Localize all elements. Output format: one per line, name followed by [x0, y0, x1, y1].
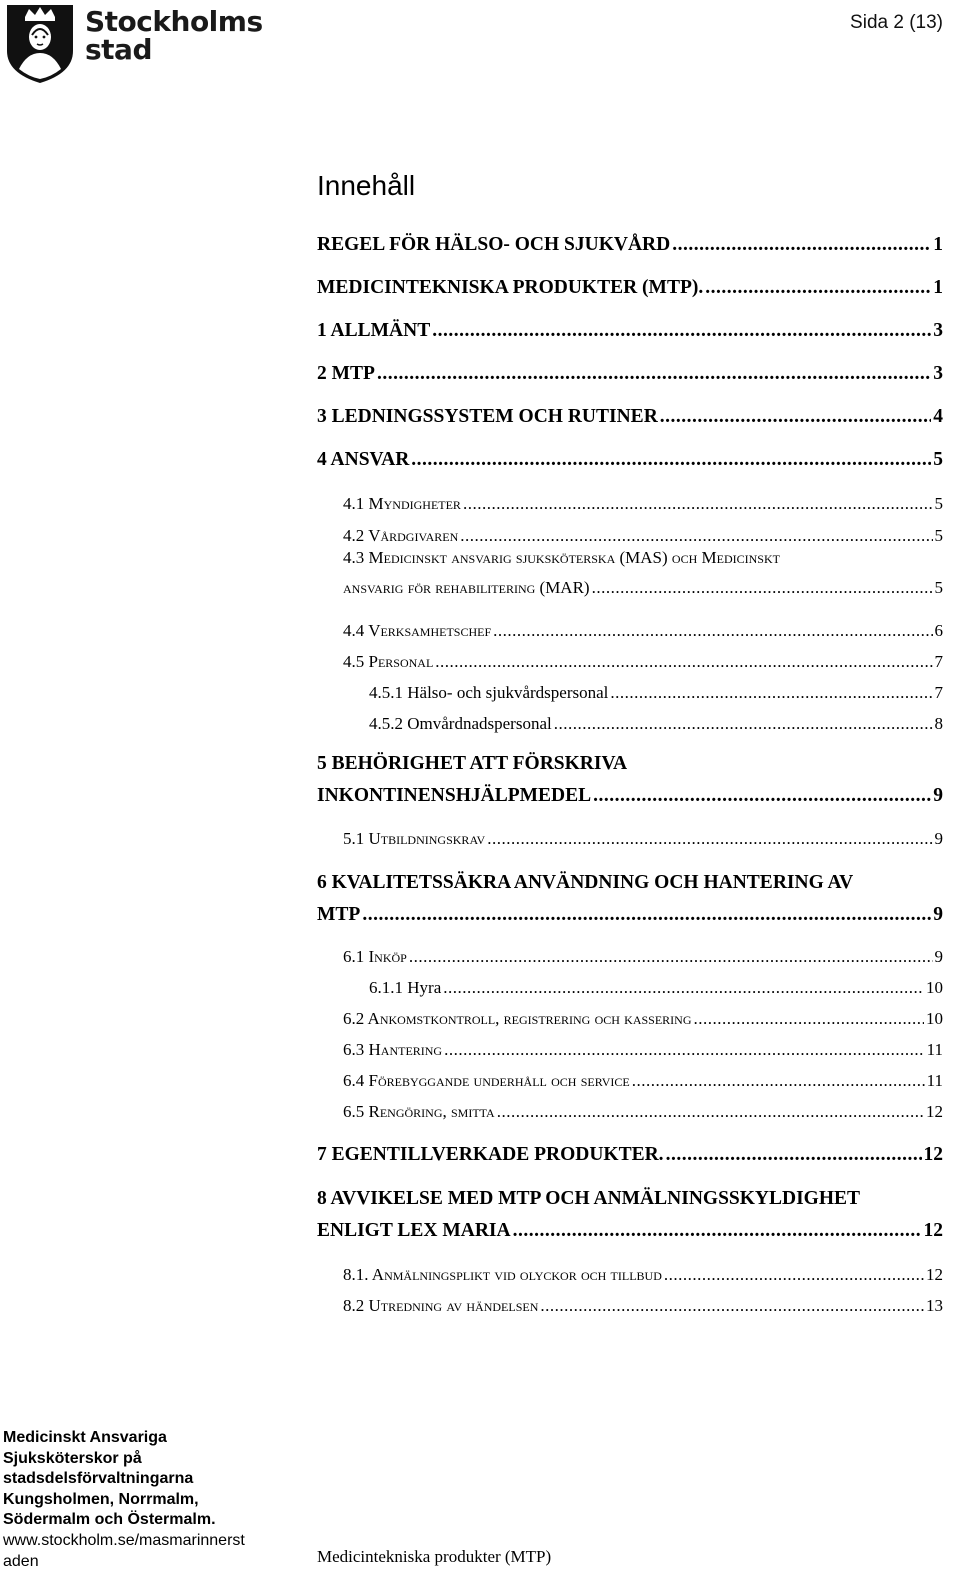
toc-entry-title: 6.4 Förebyggande underhåll och service [343, 1071, 630, 1090]
stockholms-stad-logo [5, 3, 263, 85]
city-crest-icon [5, 3, 75, 85]
toc-entry-title: 6.1 Inköp [343, 947, 407, 966]
toc-entry-title: 4 ANSVAR [317, 449, 410, 470]
toc-entry-title: 6.1.1 Hyra [369, 978, 442, 997]
toc-entry-title: 8.1. Anmälningsplikt vid olyckor och tillbud [343, 1265, 662, 1284]
brand-line2: stad [85, 33, 152, 66]
footer-organization: Medicinskt Ansvariga Sjuksköterskor på stadsdelsförvaltningarna Kungsholmen, Norrmalm, Södermalm och Östermalm. [3, 1429, 216, 1528]
toc-entry[interactable] [343, 1266, 943, 1283]
toc-leader-dots [493, 622, 932, 639]
toc-leader-dots [610, 684, 932, 701]
toc-entry-page: 7 [934, 652, 943, 671]
toc-entry-title: 5.1 Utbildningskrav [343, 829, 486, 848]
toc-entry[interactable] [369, 715, 943, 732]
toc-entry-title: 4.1 Myndigheter [343, 494, 461, 513]
toc-leader-dots [377, 364, 931, 384]
toc-entry-title-line1: 8 AVVIKELSE MED MTP OCH ANMÄLNINGSSKYLDIGHET [317, 1188, 861, 1209]
toc-entry[interactable] [343, 830, 943, 847]
toc-entry[interactable] [343, 1072, 943, 1089]
toc-leader-dots [463, 495, 933, 512]
toc-entry[interactable] [343, 1010, 943, 1027]
toc-leader-dots [694, 1010, 924, 1027]
toc-entry-page: 9 [934, 947, 943, 966]
toc-entry-page: 10 [926, 1009, 943, 1028]
toc-entry-title: 4.5 Personal [343, 652, 434, 671]
toc-entry-title: 8.2 Utredning av händelsen [343, 1296, 539, 1315]
toc-entry[interactable] [343, 1297, 943, 1314]
toc-leader-dots [593, 780, 931, 812]
toc-entry-title: MEDICINTEKNISKA PRODUKTER (MTP). [317, 277, 704, 298]
toc-entry-title: 2 MTP [317, 363, 375, 384]
toc-entry-page: 1 [933, 234, 943, 255]
toc-entry-page: 9 [933, 785, 943, 806]
toc-entry-page: 7 [934, 683, 943, 702]
toc-leader-dots [435, 653, 932, 670]
toc-entry[interactable] [317, 235, 943, 255]
toc-entry-page: 1 [933, 277, 943, 298]
toc-entry-page: 12 [926, 1102, 943, 1121]
toc-leader-dots [664, 1266, 924, 1283]
toc-entry-title: 6.5 Rengöring, smitta [343, 1102, 495, 1121]
toc-entry-title: 4.5.1 Hälso- och sjukvårdspersonal [369, 683, 609, 702]
toc-entry-title: 6.2 Ankomstkontroll, registrering och kassering [343, 1009, 692, 1028]
toc-entry[interactable] [317, 867, 943, 931]
toc-entry[interactable] [317, 450, 943, 470]
toc-entry-title: 7 EGENTILLVERKADE PRODUKTER. [317, 1144, 664, 1165]
toc-entry-page: 10 [926, 978, 943, 997]
toc-entry-title: 4.4 Verksamhetschef [343, 621, 492, 640]
toc-entry[interactable] [317, 1145, 943, 1165]
toc-entry-page: 13 [926, 1296, 943, 1315]
toc-entry-page: 3 [933, 320, 943, 341]
toc-entry-page: 5 [934, 578, 943, 597]
brand-line1: Stockholms [85, 5, 263, 38]
footer-website-link[interactable]: www.stockholm.se/masmarinnerstaden [3, 1532, 245, 1570]
toc-entry-page: 6 [934, 621, 943, 640]
toc-entry[interactable] [343, 1041, 943, 1058]
page-number: Sida 2 (13) [850, 12, 943, 33]
toc-entry-page: 5 [933, 449, 943, 470]
toc-entry[interactable] [317, 407, 943, 427]
toc-entry-title-line1: 6 KVALITETSSÄKRA ANVÄNDNING OCH HANTERING AV [317, 872, 854, 893]
toc-entry-page: 3 [933, 363, 943, 384]
toc-entry[interactable] [317, 321, 943, 341]
toc-entry-title: 4.2 Vårdgivaren [343, 526, 459, 545]
brand-name [85, 5, 263, 66]
toc-entry[interactable] [343, 622, 943, 639]
toc-entry-title: REGEL FÖR HÄLSO- OCH SJUKVÅRD [317, 234, 671, 255]
toc-leader-dots [540, 1297, 924, 1314]
toc-entry-page: 11 [926, 1040, 943, 1059]
toc-entry-title-line2: INKONTINENSHJÄLPMEDEL [317, 785, 592, 806]
toc-entry-page: 4 [933, 406, 943, 427]
toc-entry-page: 5 [934, 526, 943, 545]
toc-entry-title: 4.5.2 Omvårdnadspersonal [369, 714, 552, 733]
toc-entry-title: 1 ALLMÄNT [317, 320, 431, 341]
toc-entry-page: 12 [926, 1265, 943, 1284]
toc-entry-page: 8 [934, 714, 943, 733]
toc-entry-page: 9 [933, 904, 943, 925]
toc-leader-dots [632, 1072, 925, 1089]
toc-entry-page: 9 [934, 829, 943, 848]
toc-entry-title-line1: 5 BEHÖRIGHET ATT FÖRSKRIVA [317, 753, 628, 774]
toc-entry-title-line1: 4.3 Medicinskt ansvarig sjuksköterska (MAS) och Medicinskt [343, 548, 780, 567]
toc-entry[interactable] [343, 1103, 943, 1120]
toc-entry-title-line2: ansvarig för rehabilitering (MAR) [343, 578, 590, 597]
toc-entry[interactable] [343, 543, 943, 603]
toc-entry-title-line2: ENLIGT LEX MARIA [317, 1220, 511, 1241]
toc-entry[interactable] [317, 1183, 943, 1247]
toc-entry[interactable] [369, 979, 943, 996]
toc-leader-dots [592, 573, 933, 603]
toc-leader-dots [409, 948, 933, 965]
toc-leader-dots [362, 899, 931, 931]
toc-entry[interactable] [317, 364, 943, 384]
toc-entry[interactable] [317, 748, 943, 812]
toc-entry[interactable] [343, 495, 943, 512]
toc-entry-page: 11 [926, 1071, 943, 1090]
toc-entry[interactable] [343, 948, 943, 965]
footer-document-title: Medicintekniska produkter (MTP) [317, 1547, 552, 1566]
toc-entry-title-line2: MTP [317, 904, 361, 925]
toc-entry[interactable] [369, 684, 943, 701]
toc-leader-dots [660, 407, 931, 427]
toc-leader-dots [705, 278, 931, 298]
toc-leader-dots [497, 1103, 924, 1120]
toc-entry-page: 5 [934, 494, 943, 513]
toc-entry-title: 6.3 Hantering [343, 1040, 443, 1059]
toc-entry[interactable] [343, 653, 943, 670]
toc-leader-dots [672, 235, 931, 255]
toc-leader-dots [444, 1041, 925, 1058]
toc-leader-dots [666, 1145, 922, 1165]
toc-entry-page: 12 [923, 1220, 943, 1241]
toc-leader-dots [487, 830, 932, 847]
toc-leader-dots [432, 321, 931, 341]
toc-heading: Innehåll [317, 170, 416, 201]
toc-leader-dots [411, 450, 931, 470]
toc-entry[interactable] [343, 527, 943, 544]
toc-leader-dots [460, 527, 932, 544]
toc-leader-dots [554, 715, 933, 732]
toc-entry-page: 12 [923, 1144, 943, 1165]
toc-entry-title: 3 LEDNINGSSYSTEM OCH RUTINER [317, 406, 658, 427]
toc-leader-dots [443, 979, 924, 996]
toc-entry[interactable] [317, 278, 943, 298]
toc-leader-dots [513, 1215, 922, 1247]
